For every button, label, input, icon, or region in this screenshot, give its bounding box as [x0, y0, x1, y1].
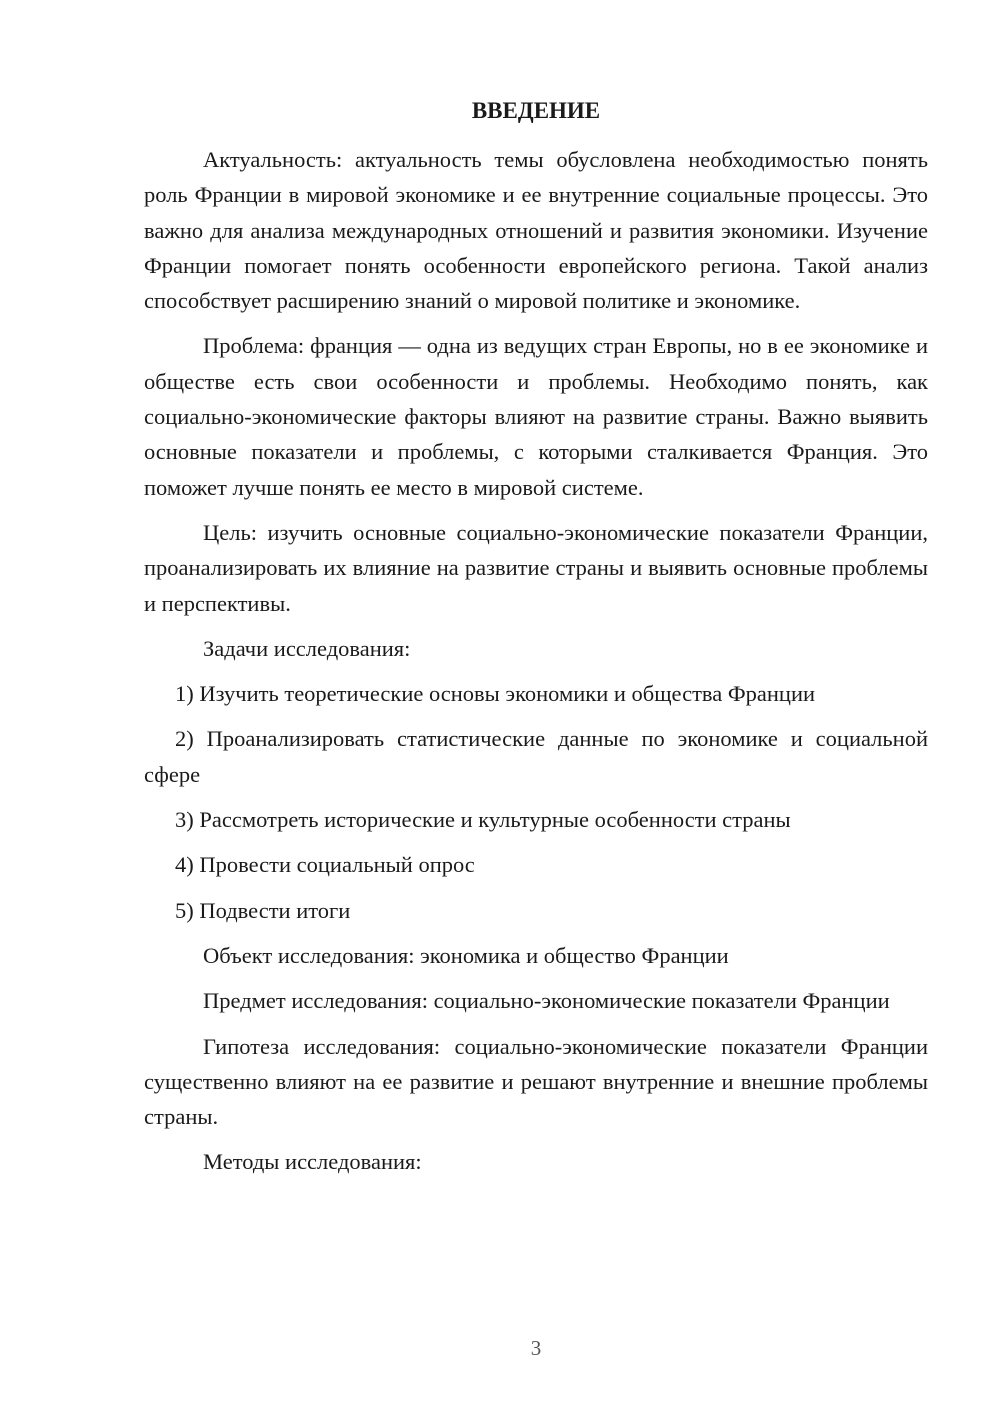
task-item-1: 1) Изучить теоретические основы экономики и общества Франции — [175, 681, 816, 707]
task-item-4: 4) Провести социальный опрос — [175, 852, 475, 878]
section-title: ВВЕДЕНИЕ — [471, 98, 601, 123]
task-item-3: 3) Рассмотреть исторические и культурные особенности страны — [175, 807, 791, 833]
paragraph-problem: Проблема: франция — одна из ведущих стран Европы, но в ее экономике и обществе есть свои особенности и проблемы. Необходимо понять, как социально-экономические факторы влияют на развитие страны. Важно выявить основные показатели и проблемы, с которыми сталкивается Франция. Это поможет лучше понять ее место в мировой системе. — [144, 333, 928, 500]
paragraph-hypothesis: Гипотеза исследования: социально-экономические показатели Франции существенно влияют на ее развитие и решают внутренние и внешние проблемы страны. — [144, 1033, 928, 1130]
paragraph-methods: Методы исследования: — [203, 1149, 422, 1175]
paragraph-goal: Цель: изучить основные социально-экономические показатели Франции, проанализировать их влияние на развитие страны и выявить основные проблемы и перспективы. — [144, 519, 928, 616]
paragraph-tasks-heading: Задачи исследования: — [203, 635, 411, 661]
task-item-2: 2) Проанализировать статистические данные по экономике и социальной сфере — [144, 726, 928, 787]
paragraph-subject: Предмет исследования: социально-экономические показатели Франции — [203, 988, 890, 1014]
page-number: 3 — [530, 1336, 542, 1360]
document-body — [144, 142, 928, 1190]
task-item-5: 5) Подвести итоги — [175, 897, 351, 923]
paragraph-object: Объект исследования: экономика и общество Франции — [203, 942, 729, 968]
paragraph-relevance: Актуальность: актуальность темы обусловлена необходимостью понять роль Франции в мировой экономике и ее внутренние социальные процессы. Это важно для анализа международных отношений и развития экономики. Изучение Франции помогает понять особенности европейского региона. Такой анализ способствует расширению знаний о мировой политике и экономике. — [144, 147, 928, 314]
document-page — [144, 0, 928, 1414]
